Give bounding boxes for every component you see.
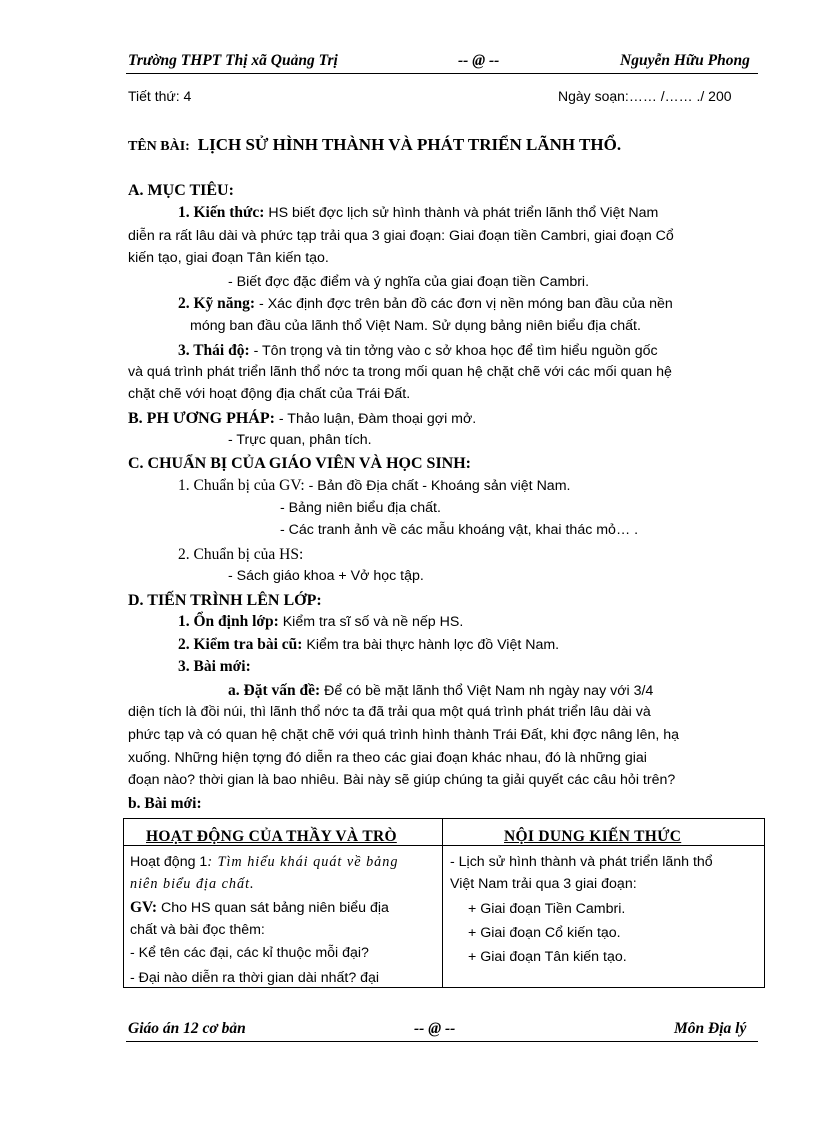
activity-1-line-2: niên biểu địa chất.	[130, 876, 255, 892]
d-item-3-label: 3. Bài mới:	[178, 658, 251, 675]
lesson-table	[123, 818, 765, 988]
knowledge-line-3: kiến tạo, giai đoạn Tân kiến tạo.	[128, 250, 329, 266]
skill-label: 2. Kỹ năng:	[178, 295, 256, 312]
footer-rule	[126, 1041, 758, 1042]
d-item-1	[178, 613, 463, 631]
intro-line-1	[228, 682, 653, 700]
section-c-heading: C. CHUẨN BỊ CỦA GIÁO VIÊN VÀ HỌC SINH:	[128, 455, 472, 472]
activity-1-title: : Tìm hiểu khái quát về bảng	[207, 854, 399, 870]
d-item-1-label: 1. Ổn định lớp:	[178, 613, 279, 630]
intro-line-3: phức tạp và có quan hệ chặt chẽ với quá trình hình thành Trái Đất, khi đợc nâng lên, hạ	[128, 727, 680, 743]
question-2: - Đại nào diễn ra thời gian dài nhất? đại	[130, 970, 380, 986]
method-text-1: - Thảo luận, Đàm thoại gợi mở.	[274, 411, 477, 427]
intro-label: a. Đặt vấn đề:	[228, 682, 321, 699]
header-rule	[126, 73, 758, 74]
new-lesson-label: b. Bài mới:	[128, 795, 202, 812]
method-line-2: - Trực quan, phân tích.	[228, 432, 372, 448]
footer-subject: Môn Địa lý	[674, 1020, 747, 1037]
knowledge-text-1: HS biết đợc lịch sử hình thành và phát triển lãnh thổ Việt Nam	[264, 205, 659, 221]
section-d-heading: D. TIẾN TRÌNH LÊN LỚP:	[128, 592, 322, 609]
intro-line-4: xuống. Những hiện tợng đó diễn ra theo các giai đoạn khác nhau, đó là những giai	[128, 750, 647, 766]
question-1: - Kể tên các đại, các kỉ thuộc mỗi đại?	[130, 945, 369, 961]
d-item-2-text: Kiểm tra bài thực hành lợc đồ Việt Nam.	[302, 637, 560, 653]
title-label: TÊN BÀI:	[128, 139, 190, 154]
intro-line-2: diện tích là đồi núi, thì lãnh thổ nớc ta đã trải qua một quá trình phát triển lâu dài và	[128, 704, 651, 720]
header-author: Nguyễn Hữu Phong	[620, 52, 750, 69]
section-b-heading: B. PH ƯƠNG PHÁP:	[128, 410, 275, 427]
knowledge-line-4: - Biết đợc đặc điểm và ý nghĩa của giai đoạn tiền Cambri.	[228, 274, 590, 290]
skill-line-2: móng ban đầu của lãnh thổ Việt Nam. Sử dụng bảng niên biểu địa chất.	[190, 318, 641, 334]
d-item-1-text: Kiểm tra sĩ số và nề nếp HS.	[278, 614, 464, 630]
attitude-line-2: và quá trình phát triển lãnh thổ nớc ta trong mối quan hệ chặt chẽ với các mối quan hệ	[128, 364, 672, 380]
knowledge-line-2: diễn ra rất lâu dài và phức tạp trải qua 3 giai đoạn: Giai đoạn tiền Cambri, giai đoạn Cổ	[128, 228, 674, 244]
title-text: LỊCH SỬ HÌNH THÀNH VÀ PHÁT TRIỂN LÃNH THỔ.	[197, 135, 622, 154]
gv-instruction-text-1: Cho HS quan sát bảng niên biểu địa	[157, 900, 389, 916]
content-stage-1: + Giai đoạn Tiền Cambri.	[468, 901, 626, 917]
content-line-2: Việt Nam trải qua 3 giai đoạn:	[450, 876, 637, 892]
attitude-line-3: chặt chẽ với hoạt động địa chất của Trái Đất.	[128, 386, 411, 402]
header-school: Trường THPT Thị xã Quảng Trị	[128, 52, 338, 69]
lesson-number: Tiết thứ: 4	[128, 88, 192, 104]
content-stage-2: + Giai đoạn Cổ kiến tạo.	[468, 925, 621, 941]
prep-date: Ngày soạn:…… /…… ./ 200	[558, 88, 732, 104]
activity-1-line-1	[130, 854, 398, 871]
page-title	[128, 135, 621, 155]
gv-prep-label: 1. Chuẩn bị của GV:	[178, 477, 305, 494]
skill-text-1: - Xác định đợc trên bản đồ các đơn vị nền móng ban đầu của nền	[255, 296, 673, 312]
d-item-2	[178, 636, 559, 654]
gv-instruction-label: GV:	[130, 899, 157, 916]
gv-prep-line-3: - Các tranh ảnh về các mẫu khoáng vật, khai thác mỏ… .	[280, 522, 639, 538]
intro-line-5: đoạn nào? thời gian là bao nhiêu. Bài này sẽ giúp chúng ta giải quyết các câu hỏi trên?	[128, 772, 676, 788]
attitude-text-1: - Tôn trọng và tin tởng vào c sở khoa học để tìm hiểu nguồn gốc	[249, 343, 658, 359]
gv-prep-line-1	[178, 477, 570, 495]
gv-prep-line-2: - Bảng niên biểu địa chất.	[280, 500, 441, 516]
content-stage-3: + Giai đoạn Tân kiến tạo.	[468, 949, 627, 965]
footer-left: Giáo án 12 cơ bản	[128, 1020, 246, 1037]
hs-prep-label: 2. Chuẩn bị của HS:	[178, 546, 304, 563]
hs-prep-line-1: - Sách giáo khoa + Vở học tập.	[228, 568, 424, 584]
section-b-line-1	[128, 410, 476, 428]
table-header-content: NỘI DUNG KIẾN THỨC	[504, 828, 682, 845]
intro-text-1: Để có bề mặt lãnh thổ Việt Nam nh ngày nay với 3/4	[320, 683, 654, 699]
footer-separator: -- @ --	[414, 1020, 456, 1037]
activity-1-label: Hoạt động 1	[130, 854, 208, 870]
gv-prep-text-1: - Bản đồ Địa chất - Khoáng sản việt Nam.	[304, 478, 571, 494]
knowledge-label: 1. Kiến thức:	[178, 204, 265, 221]
attitude-line-1	[178, 342, 658, 360]
gv-instruction-line-2: chất và bài đọc thêm:	[130, 922, 265, 938]
header-separator: -- @ --	[458, 52, 500, 69]
section-a-heading: A. MỤC TIÊU:	[128, 182, 234, 199]
table-header-activities: HOẠT ĐỘNG CỦA THẦY VÀ TRÒ	[146, 828, 397, 845]
knowledge-line-1	[178, 204, 658, 222]
content-line-1: - Lịch sử hình thành và phát triển lãnh thổ	[450, 854, 713, 870]
attitude-label: 3. Thái độ:	[178, 342, 250, 359]
d-item-2-label: 2. Kiểm tra bài cũ:	[178, 636, 303, 653]
skill-line-1	[178, 295, 673, 313]
gv-instruction-line-1	[130, 899, 389, 917]
